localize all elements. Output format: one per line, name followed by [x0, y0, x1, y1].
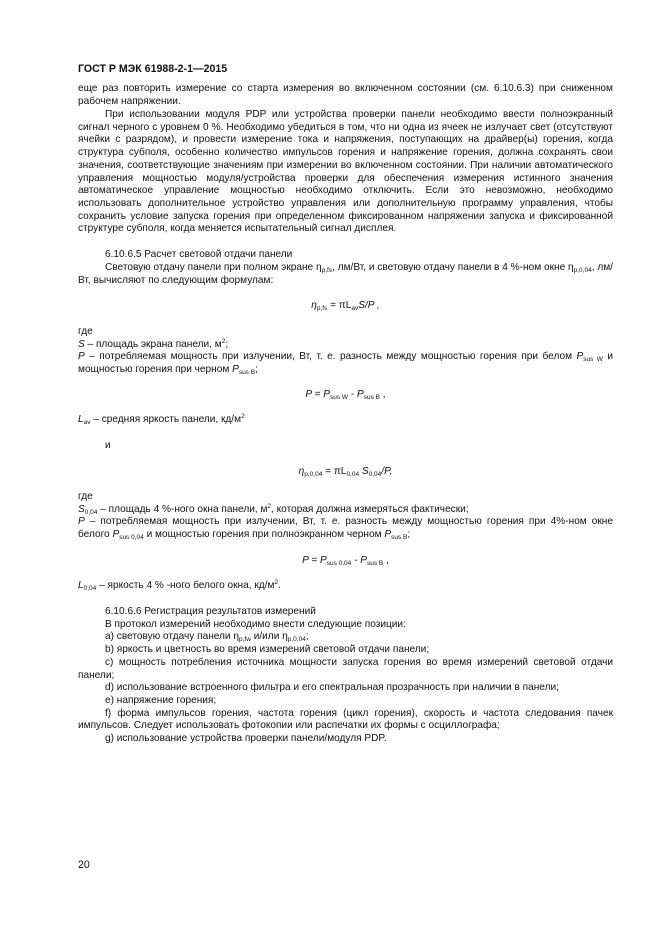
conjunction-and: и	[105, 440, 111, 451]
section-heading-6-10-6-6: 6.10.6.6 Регистрация результатов измерений	[105, 606, 316, 617]
paragraph-efficiency-intro: Световую отдачу панели при полном экране $\eta_{p,fs}$, лм/Вт, и световую отдачу панели в 4 %-ном окне $\eta_{p,0,04}$, лм/Вт, вычисляют по следующим формулам:	[78, 262, 613, 286]
definitions-block-1: где S – площадь экрана панели, $м^2$; P – потребляемая мощность при излучении, Вт, т. е. разность между мощностью горения при белом $P_{sus W}$ и мощностью горения при черном $P_{sus B}$;	[78, 326, 613, 377]
formula-efficiency-fullscreen: $\eta_{p,fs} = \pi L_{av}S/P$ ,	[311, 300, 380, 312]
list-item-f: f) форма импульсов горения, частота горения (цикл горения), скорость и частота следования пачек импульсов. Следует использовать фотокопии или распечатки их формы с осциллографа;	[78, 707, 613, 732]
formula-power-full: $P = P_{sus W} - P_{sus B}$ ,	[305, 389, 386, 401]
def-L04: $L_{0,04}$ – яркость 4 % -ного белого окна, $кд/м^2$.	[78, 579, 281, 592]
standard-header: ГОСТ Р МЭК 61988-2-1—2015	[78, 63, 228, 75]
def-P2: P – потребляемая мощность при излучении, Вт, т. е. разность между мощностью горения при 4%-ном окне белого $P_{sus 0,04}$ и мощностью горения при полноэкранном черном $P_{sus B}$;	[78, 516, 613, 542]
page-number: 20	[78, 859, 90, 871]
formula-efficiency-window: $\eta_{p,0,04} = \pi L_{0,04}$ $S_{0,04}/P$,	[298, 466, 393, 478]
definitions-block-2: где $S_{0,04}$ – площадь 4 %-ного окна панели, $м^2$, которая должна измеряться фактически; P – потребляемая мощность при излучении, Вт, т. е. разность между мощностью горения при 4%-ном окне белого $P_{sus 0,04}$ и мощностью горения при полноэкранном черном $P_{sus B}$;	[78, 491, 613, 542]
list-item-g: g) использование устройства проверки панели/модуля PDP.	[105, 733, 387, 745]
section-6-10-6-6: 6.10.6.6 Регистрация результатов измерений В протокол измерений необходимо внести следующие позиции: a) световую отдачу панели $\eta_{p,fw}$ и/или $\eta_{p,0,04}$; b) яркость и цветность во время измерений световой отдачи панели; c) мощность потребления источника мощности запуска горения во время измерений световой отдачи панели; d) использование встроенного фильтра и его спектральная прозрачность при наличии в панели; e) напряжение горения; f) форма импульсов горения, частота горения (цикл горения), скорость и частота следования пачек импульсов. Следует использовать фотокопии или распечатки их формы с осциллографа; g) использование устройства проверки панели/модуля PDP.	[78, 606, 613, 745]
list-item-b: b) яркость и цветность во время измерений световой отдачи панели;	[105, 644, 430, 656]
def-S: S – площадь экрана панели, $м^2$;	[78, 337, 229, 350]
section-heading-6-10-6-5: 6.10.6.5 Расчет световой отдачи панели	[105, 249, 293, 260]
list-item-c: c) мощность потребления источника мощности запуска горения во время измерений световой отдачи панели;	[78, 656, 613, 681]
def-Lav: $L_{av}$ – средняя яркость панели, $кд/м^2$	[78, 413, 245, 426]
paragraph-continuation: еще раз повторить измерение со старта измерения во включенном состоянии (см. 6.10.6.3) при сниженном рабочем напряжении.	[78, 83, 613, 107]
paragraph-pdp-measurement: При использовании модуля PDP или устройства проверки панели необходимо ввести полноэкранный сигнал черного с уровнем 0 %. Необходимо убедиться в том, что ни одна из ячеек не излучает свет (отсутствуют ячейки с разрядом), и провести измерение тока и напряжения, поступающих на драйвер(ы) горения, когда структура субполя, особенно количество импульсов горения и напряжение горения, должна сохранять свои значения, соответствующие значениям при измерении во включенном состоянии. При наличии автоматического управления мощностью модуля/устройства проверки для обеспечения измерения истинного значения автоматическое управление мощностью необходимо отключить. Если это невозможно, необходимо использовать дополнительное устройство управления или дополнительную программу управления, чтобы сохранить условие запуска горения при определенном фиксированном напряжении запуска и фиксированной структуре субполя, когда меняется испытательный сигнал дисплея.	[78, 109, 613, 235]
list-item-a: a) световую отдачу панели $\eta_{p,fw}$ и/или $\eta_{p,0,04}$;	[105, 631, 309, 644]
def-S04: $S_{0,04}$ – площадь 4 %-ного окна панели, $м^2$, которая должна измеряться фактически;	[78, 502, 469, 516]
def-P: P – потребляемая мощность при излучении, Вт, т. е. разность между мощностью горения при белом $P_{sus W}$ и мощностью горения при черном $P_{sus B}$;	[78, 351, 613, 377]
list-item-d: d) использование встроенного фильтра и его спектральная прозрачность при наличии в панели;	[105, 682, 559, 694]
formula-power-window: $P = P_{sus 0,04} - P_{sus B}$ ,	[302, 555, 389, 567]
list-item-e: e) напряжение горения;	[105, 694, 217, 706]
